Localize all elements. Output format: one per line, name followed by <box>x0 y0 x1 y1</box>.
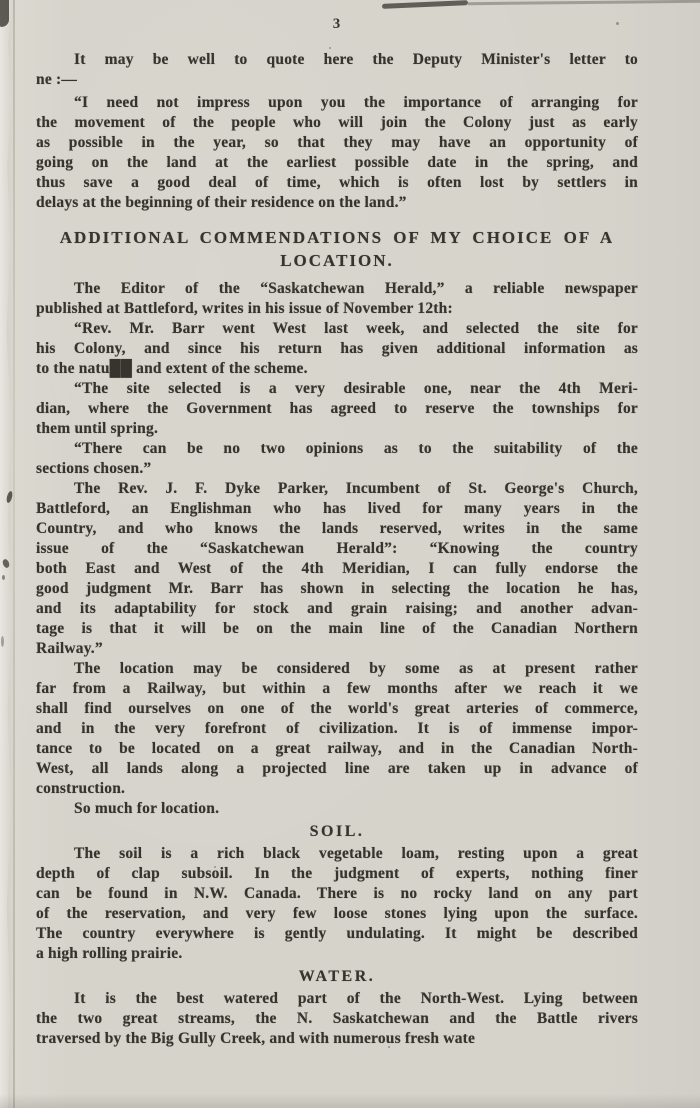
text-line: ne :— <box>36 71 78 88</box>
paragraph-dyke-parker <box>36 479 638 659</box>
text-line: dian, where the Government has agreed to reserve the townships for <box>36 400 638 417</box>
paragraph-intro <box>36 50 638 90</box>
ink-margin-mark <box>1 636 4 647</box>
text-line: shall find ourselves on one of the world's great arteries of commerce, <box>36 700 638 717</box>
page-number: 3 <box>332 16 342 32</box>
text-line: It may be well to quote here the Deputy Minister's letter to <box>74 51 638 68</box>
text-line: as possible in the year, so that they may have an opportunity of <box>36 134 638 151</box>
page-content <box>36 50 638 1049</box>
text-line: can be found in N.W. Canada. There is no rocky land on any part <box>36 885 638 902</box>
dark-corner-mark <box>0 0 9 27</box>
text-line: and its adaptability for stock and grain raising; and another advan- <box>36 600 638 617</box>
torn-paper-edge <box>0 0 13 1108</box>
text-line: going on the land at the earliest possible date in the spring, and <box>36 154 638 171</box>
text-line: of the reservation, and very few loose stones lying upon the surface. <box>36 905 638 922</box>
text-line: traversed by the Big Gully Creek, and with numerous fresh wate <box>36 1030 476 1047</box>
text-line: tance to be located on a great railway, and in the Canadian North- <box>36 740 638 757</box>
text-line: So much for location. <box>74 800 220 817</box>
text-line: far from a Railway, but within a few months after we reach it we <box>36 680 638 697</box>
text-line: “There can be no two opinions as to the suitability of the <box>74 440 638 457</box>
paper-crease-line <box>13 0 15 1108</box>
paragraph-so-much <box>36 799 638 819</box>
paragraph-water <box>36 989 638 1049</box>
paper-speck <box>329 47 331 49</box>
section-heading-soil <box>36 822 638 842</box>
text-line: them until spring. <box>36 420 159 437</box>
section-heading-commendations <box>36 226 638 272</box>
text-line: It is the best watered part of the North-West. Lying between <box>74 990 638 1007</box>
text-line: and in the very forefront of civilization. It is of immense impor- <box>36 720 638 737</box>
text-line: construction. <box>36 780 126 797</box>
text-line: “Rev. Mr. Barr went West last week, and selected the site for <box>74 320 638 337</box>
text-line: both East and West of the 4th Meridian, I can fully endorse the <box>36 560 638 577</box>
text-line: LOCATION. <box>280 251 394 270</box>
text-line: tage is that it will be on the main line of the Canadian Northern <box>36 620 638 637</box>
text-line: published at Battleford, writes in his issue of November 12th: <box>36 300 453 317</box>
text-line: thus save a good deal of time, which is often lost by settlers in <box>36 174 638 191</box>
paragraph-barr-west <box>36 319 638 379</box>
text-line: the two great streams, the N. Saskatchewan and the Battle rivers <box>36 1010 638 1027</box>
text-line: “I need not impress upon you the importance of arranging for <box>74 94 638 111</box>
text-line: The soil is a rich black vegetable loam, resting upon a great <box>74 845 638 862</box>
text-line: The location may be considered by some as at present rather <box>74 660 638 677</box>
section-heading-water <box>36 967 638 987</box>
paragraph-editor <box>36 279 638 319</box>
text-line: ADDITIONAL COMMENDATIONS OF MY CHOICE OF A <box>59 228 615 247</box>
text-line: depth of clap subsoil. In the judgment of experts, nothing finer <box>36 865 638 882</box>
text-line: SOIL. <box>309 823 365 840</box>
paragraph-no-two-opinions <box>36 439 638 479</box>
paragraph-deputy-minister-quote <box>36 93 638 213</box>
text-line: West, all lands along a projected line are taken up in advance of <box>36 760 638 777</box>
text-line: The Rev. J. F. Dyke Parker, Incumbent of St. George's Church, <box>74 480 638 497</box>
paragraph-soil <box>36 844 638 964</box>
scan-streak-faint <box>468 0 700 5</box>
text-line: WATER. <box>298 968 376 985</box>
text-line: issue of the “Saskatchewan Herald”: “Knowing the country <box>36 540 638 557</box>
paragraph-site-selected <box>36 379 638 439</box>
text-line: sections chosen.” <box>36 460 152 477</box>
text-line: The country everywhere is gently undulating. It might be described <box>36 925 638 942</box>
scan-streak <box>382 0 468 9</box>
text-line: a high rolling prairie. <box>36 945 183 962</box>
ink-margin-mark <box>2 575 5 580</box>
text-line: delays at the beginning of their residence on the land.” <box>36 194 407 211</box>
text-line: his Colony, and since his return has given additional information as <box>36 340 638 357</box>
text-line: to the natu██ and extent of the scheme. <box>36 360 308 377</box>
text-line: good judgment Mr. Barr has shown in selecting the location he has, <box>36 580 638 597</box>
text-line: Battleford, an Englishman who has lived for many years in the <box>36 500 638 517</box>
text-line: Country, and who knows the lands reserved, writes in the same <box>36 520 638 537</box>
text-line: The Editor of the “Saskatchewan Herald,” a reliable newspaper <box>74 280 638 297</box>
paragraph-location <box>36 659 638 799</box>
text-line: the movement of the people who will join the Colony just as early <box>36 114 638 131</box>
text-line: “The site selected is a very desirable one, near the 4th Meri- <box>74 380 638 397</box>
text-line: Railway.” <box>36 640 103 657</box>
